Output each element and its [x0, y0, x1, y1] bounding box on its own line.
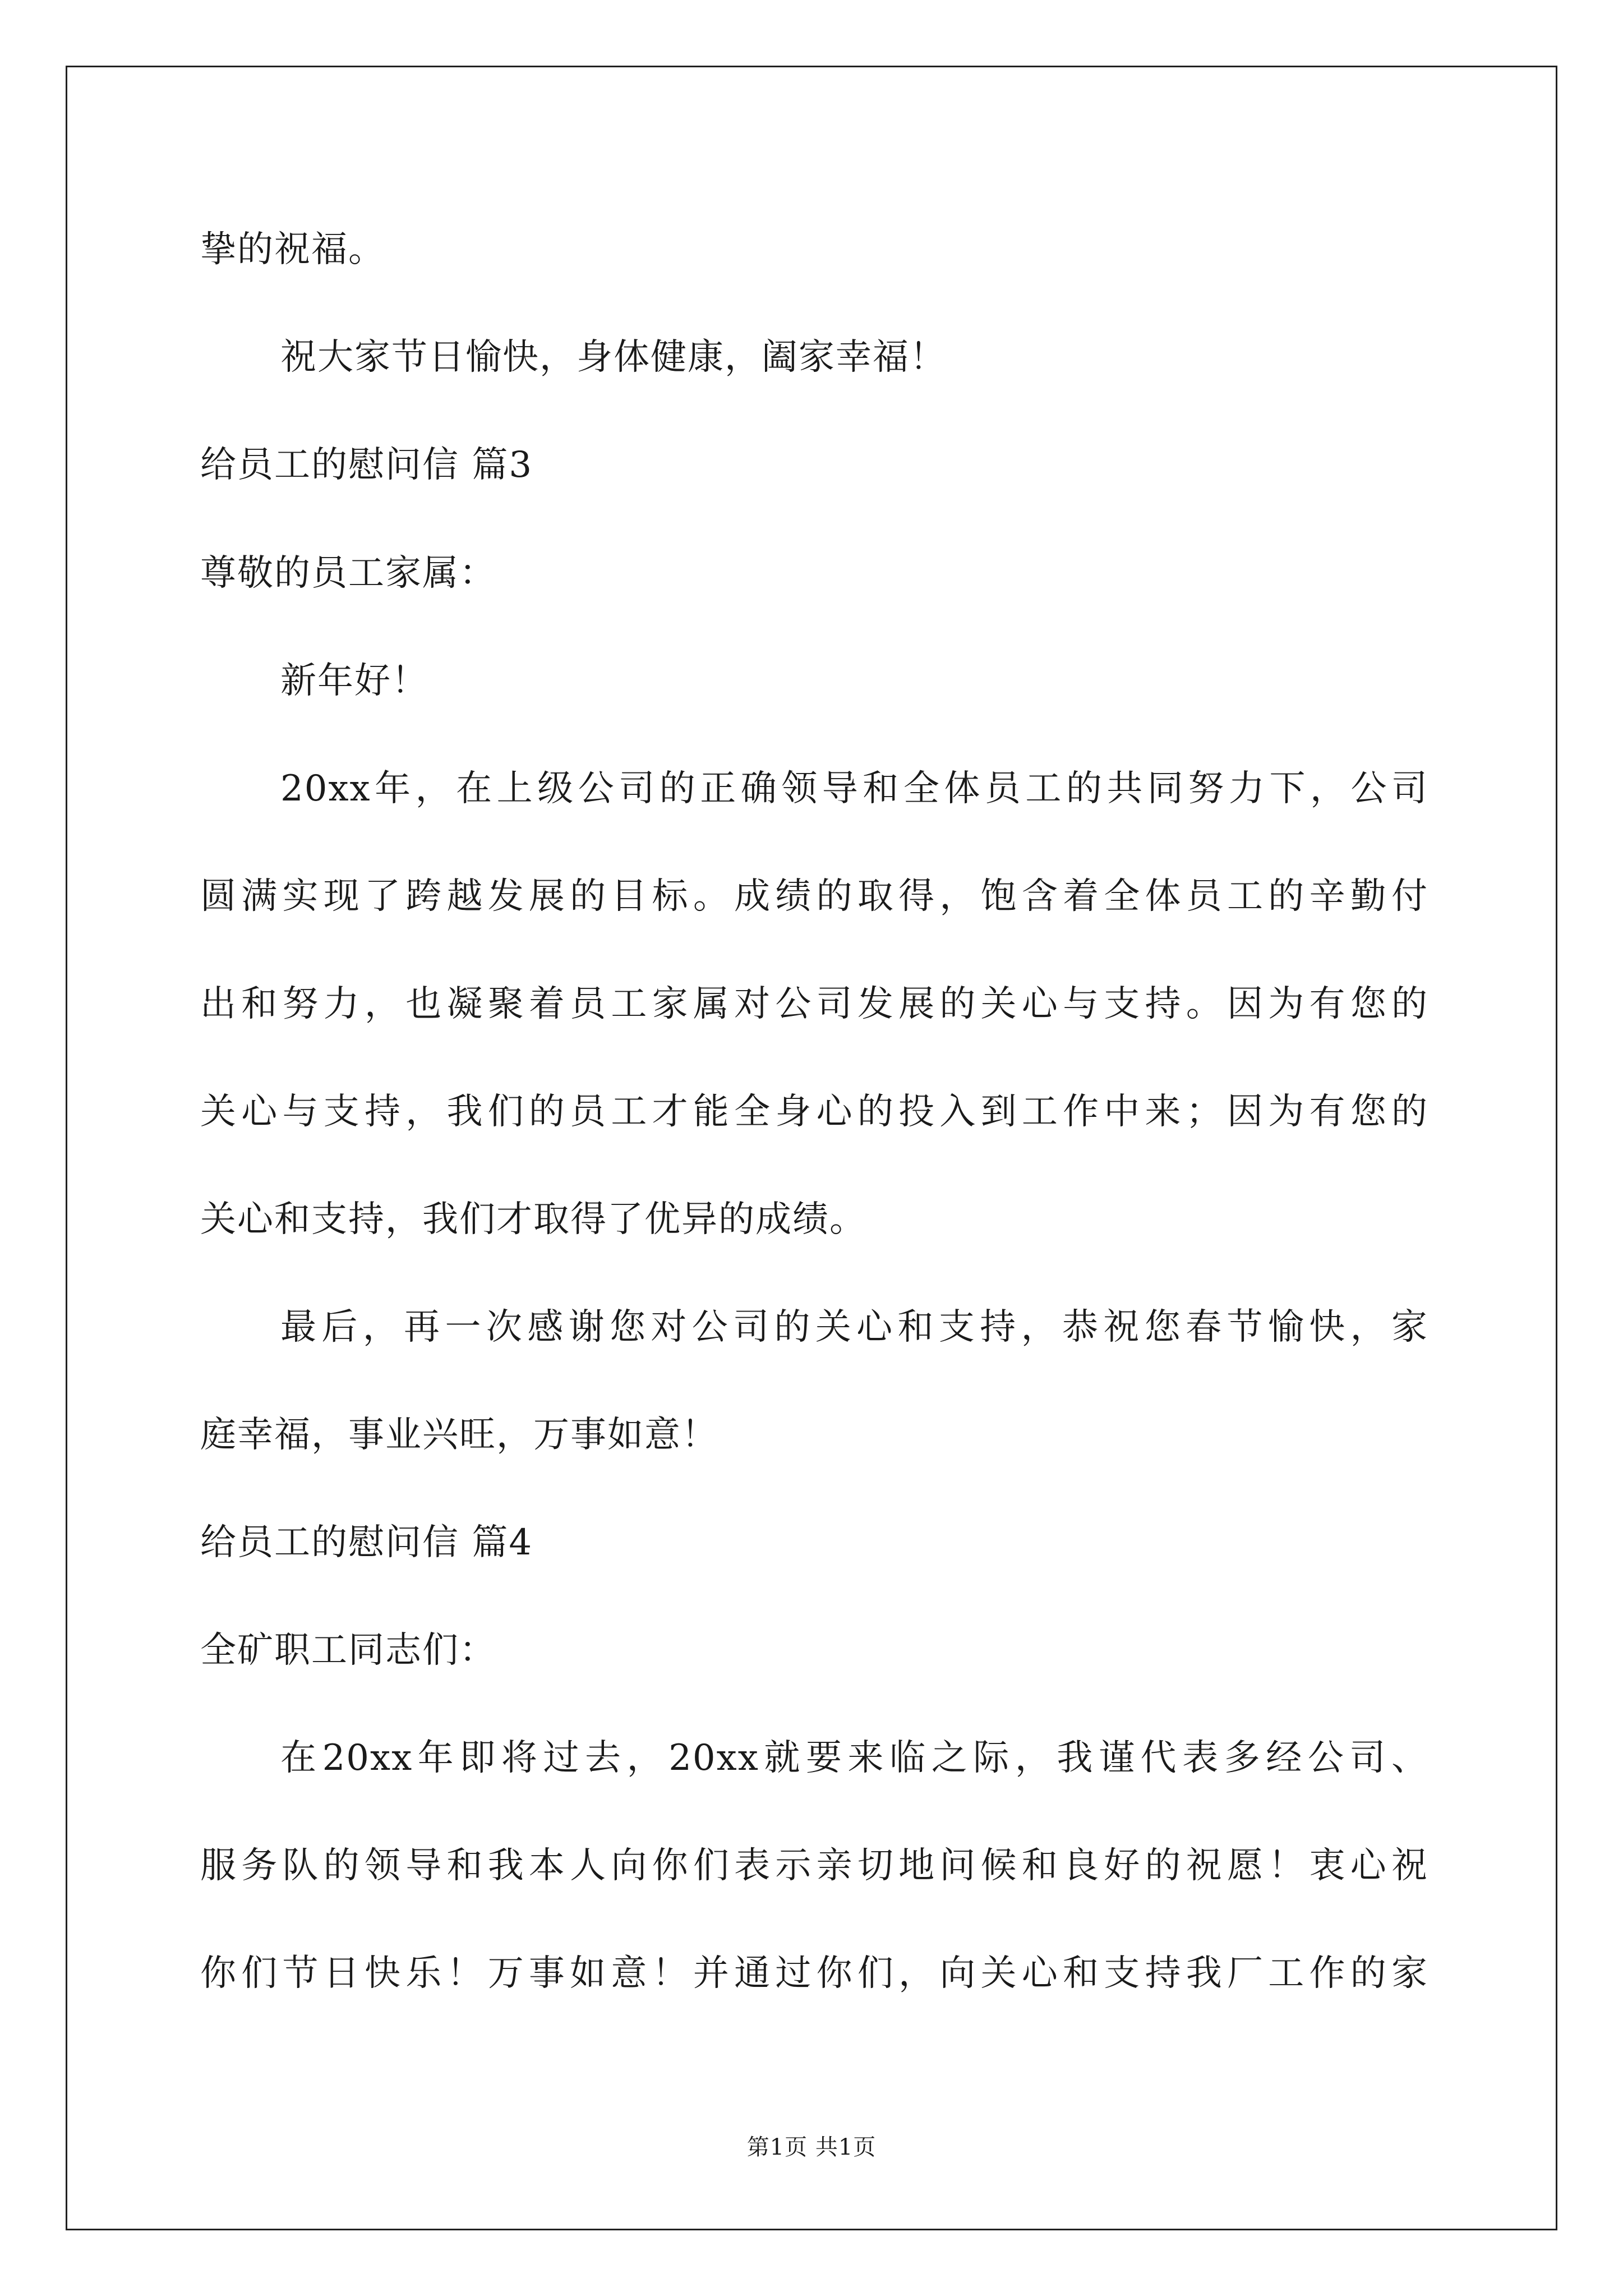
paragraph-line: 出和努力，也凝聚着员工家属对公司发展的关心与支持。因为有您的	[200, 983, 1428, 1025]
paragraph-line: 圆满实现了跨越发展的目标。成绩的取得，饱含着全体员工的辛勤付	[200, 876, 1428, 917]
paragraph-line: 关心和支持，我们才取得了优异的成绩。	[200, 1199, 866, 1240]
paragraph-line: 挚的祝福。	[200, 229, 385, 270]
page-footer: 第1页 共1页	[746, 2134, 877, 2160]
paragraph-line: 关心与支持，我们的员工才能全身心的投入到工作中来；因为有您的	[200, 1091, 1428, 1133]
section-heading: 给员工的慰问信 篇4	[200, 1522, 533, 1563]
paragraph-line: 服务队的领导和我本人向你们表示亲切地问候和良好的祝愿！衷心祝	[200, 1845, 1428, 1887]
greeting: 新年好！	[280, 660, 428, 702]
salutation: 全矿职工同志们：	[200, 1630, 496, 1671]
paragraph-line: 庭幸福，事业兴旺，万事如意！	[200, 1414, 718, 1456]
paragraph-line: 祝大家节日愉快，身体健康，阖家幸福！	[280, 337, 947, 378]
paragraph-line: 20xx年，在上级公司的正确领导和全体员工的共同努力下，公司	[280, 768, 1428, 809]
paragraph-line: 你们节日快乐！万事如意！并通过你们，向关心和支持我厂工作的家	[200, 1953, 1428, 1994]
salutation: 尊敬的员工家属：	[200, 553, 496, 594]
section-heading: 给员工的慰问信 篇3	[200, 444, 533, 486]
paragraph-line: 最后，再一次感谢您对公司的关心和支持，恭祝您春节愉快，家	[280, 1306, 1428, 1348]
paragraph-line: 在20xx年即将过去，20xx就要来临之际，我谨代表多经公司、	[280, 1737, 1428, 1779]
page-border	[66, 66, 1557, 2230]
